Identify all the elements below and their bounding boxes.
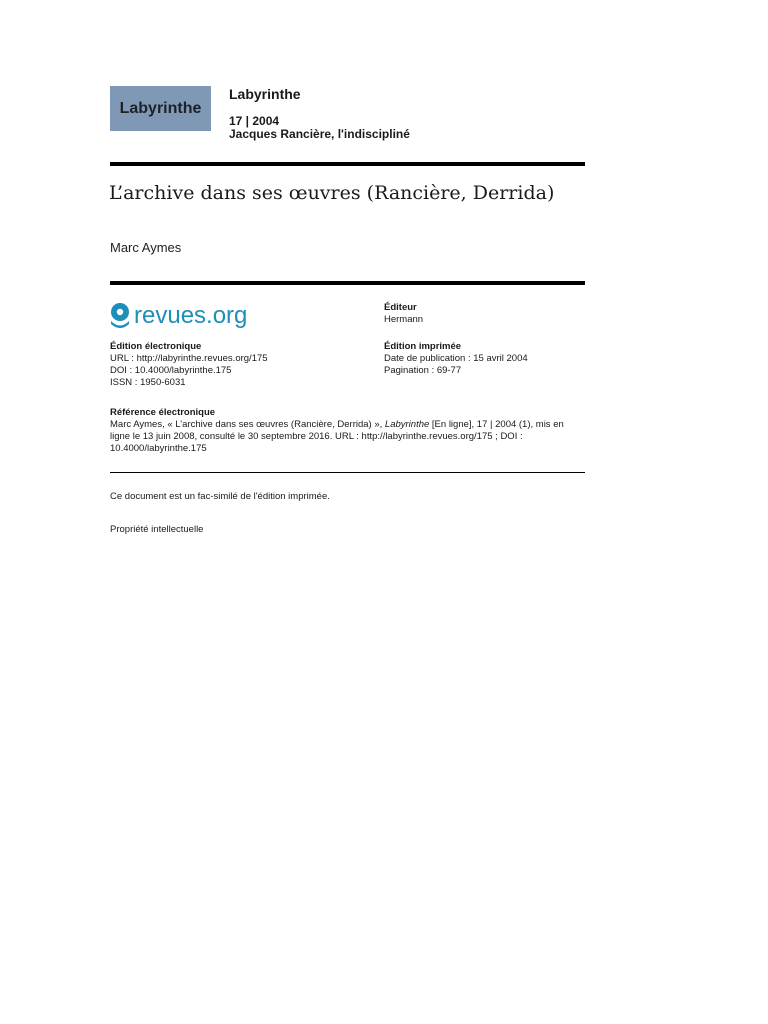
reference-block (110, 407, 585, 455)
revues-logo-text: revues.org (134, 302, 248, 329)
divider-middle (110, 281, 585, 285)
electronic-edition-url[interactable]: URL : http://labyrinthe.revues.org/175 (110, 353, 268, 364)
reference-heading: Référence électronique (110, 407, 216, 418)
publisher-name: Hermann (384, 314, 424, 325)
electronic-edition-doi[interactable]: DOI : 10.4000/labyrinthe.175 (110, 365, 232, 376)
electronic-edition-heading: Édition électronique (110, 341, 202, 352)
print-edition-heading: Édition imprimée (384, 341, 462, 352)
electronic-edition-block (110, 341, 268, 389)
article-author: Marc Aymes (110, 240, 182, 255)
reference-text-part1: Marc Aymes, « L’archive dans ses œuvres (Rancière, Derrida) », (110, 419, 385, 430)
reference-text (110, 419, 585, 455)
print-edition-block (384, 341, 528, 377)
facsimile-note: Ce document est un fac-similé de l'édition imprimée. (110, 491, 330, 502)
article-title: L’archive dans ses œuvres (Rancière, Derrida) (109, 182, 555, 204)
issue-title: Jacques Rancière, l'indiscipliné (229, 127, 410, 141)
revues-logo (109, 301, 247, 331)
journal-logo-text: Labyrinthe (119, 99, 202, 117)
publisher-block (384, 302, 423, 326)
divider-top (110, 162, 585, 166)
electronic-edition-issn: ISSN : 1950-6031 (110, 377, 186, 388)
journal-title: Labyrinthe (229, 86, 301, 102)
publisher-heading: Éditeur (384, 302, 417, 313)
print-edition-pagination: Pagination : 69-77 (384, 365, 462, 376)
reference-text-part2: [En ligne], 17 | 2004 (1), mis en ligne le 13 juin 2008, consulté le 30 septembre 2016. URL : http://labyrinthe.revues.org/175 ; DOI : 10.4000/labyrinthe.175 (110, 419, 564, 454)
journal-logo (110, 86, 211, 131)
divider-bottom (110, 472, 585, 473)
print-edition-date: Date de publication : 15 avril 2004 (384, 353, 528, 364)
revues-flower-icon (109, 302, 131, 330)
reference-journal-name: Labyrinthe (384, 419, 430, 430)
issue-number: 17 | 2004 (229, 114, 280, 128)
intellectual-property-link[interactable]: Propriété intellectuelle (110, 524, 204, 535)
